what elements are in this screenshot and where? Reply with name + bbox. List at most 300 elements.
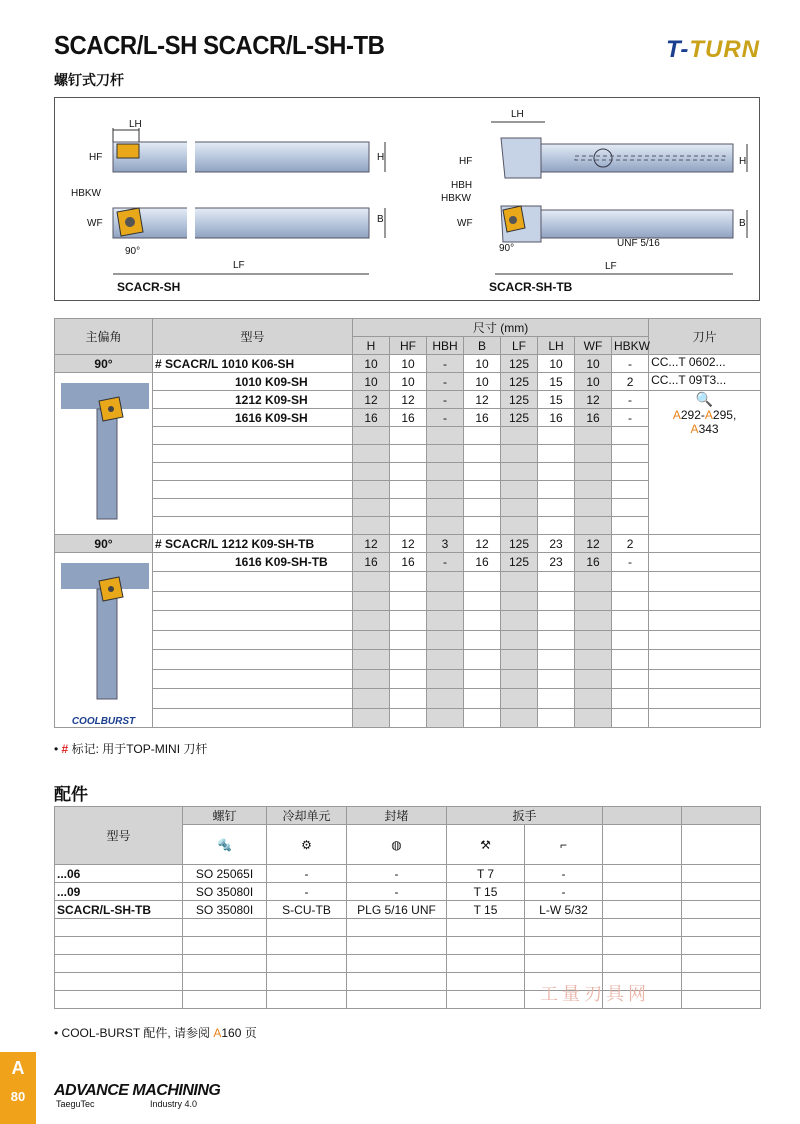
dim-cell	[575, 650, 612, 669]
acc-cell-w1	[447, 919, 525, 937]
insert-cell	[649, 611, 761, 630]
insert-cell	[649, 572, 761, 591]
dim-cell: 10	[353, 355, 390, 373]
dim-cell: 125	[501, 535, 538, 553]
dim-label-angle: 90°	[125, 246, 141, 257]
dim-cell	[575, 463, 612, 481]
dim-cell: 16	[390, 553, 427, 572]
dim-label-unf: UNF 5/16	[617, 238, 660, 249]
dim-cell	[612, 630, 649, 649]
model-cell	[153, 591, 353, 610]
acc-cell-m	[55, 991, 183, 1009]
dim-cell	[575, 669, 612, 688]
acc-cell-screw: SO 35080I	[183, 901, 267, 919]
plug-icon: ◍	[347, 825, 447, 865]
insert-cell	[649, 553, 761, 572]
dim-cell	[575, 445, 612, 463]
dim-cell	[427, 650, 464, 669]
insert-icon	[117, 144, 139, 158]
acc-cell-cool	[267, 991, 347, 1009]
dim-cell	[427, 611, 464, 630]
acc-cell-screw	[183, 973, 267, 991]
acc-cell-cool	[267, 955, 347, 973]
dim-cell	[575, 517, 612, 535]
dim-cell	[501, 650, 538, 669]
dim-cell	[464, 630, 501, 649]
dim-cell	[390, 669, 427, 688]
dim-cell	[390, 463, 427, 481]
model-cell	[153, 445, 353, 463]
acc-cell-plug: -	[347, 865, 447, 883]
dim-cell	[464, 499, 501, 517]
acc-cell-plug	[347, 937, 447, 955]
model-cell: 1010 K09-SH	[153, 373, 353, 391]
dim-cell	[575, 499, 612, 517]
dim-cell	[501, 481, 538, 499]
dim-cell	[575, 689, 612, 708]
dim-cell: 12	[390, 535, 427, 553]
insert-cell	[649, 535, 761, 553]
holder-illustration	[55, 373, 153, 535]
dim-cell	[390, 689, 427, 708]
dim-label-h: H	[377, 152, 385, 163]
dim-cell: 12	[353, 391, 390, 409]
acc-cell-w1	[447, 955, 525, 973]
dim-cell	[575, 708, 612, 728]
dim-label-hf-tb: HF	[459, 156, 473, 167]
acc-header-wrench: 扳手	[447, 807, 603, 825]
acc-cell-w2: -	[525, 865, 603, 883]
section-accessories-title: 配件	[54, 785, 88, 804]
acc-header-plug: 封堵	[347, 807, 447, 825]
dim-cell	[427, 517, 464, 535]
dim-cell	[390, 650, 427, 669]
dim-cell	[538, 650, 575, 669]
header-angle: 主偏角	[55, 319, 153, 355]
allen-key-icon: ⌐	[525, 825, 603, 865]
col-header-hbkw: HBKW	[612, 337, 649, 355]
dim-cell	[538, 630, 575, 649]
dim-cell	[575, 611, 612, 630]
insert-cell	[649, 669, 761, 688]
dim-cell	[464, 611, 501, 630]
model-cell	[153, 481, 353, 499]
dim-label-hf: HF	[89, 152, 103, 163]
dim-cell	[538, 572, 575, 591]
dim-cell	[390, 445, 427, 463]
dim-cell: 3	[427, 535, 464, 553]
model-cell: 1616 K09-SH	[153, 409, 353, 427]
dim-cell: -	[612, 391, 649, 409]
dim-cell: 12	[353, 535, 390, 553]
dim-cell	[390, 499, 427, 517]
acc-cell-plug: PLG 5/16 UNF	[347, 901, 447, 919]
model-cell	[153, 499, 353, 517]
dim-cell: 16	[390, 409, 427, 427]
table-row	[55, 591, 761, 610]
dim-cell	[464, 427, 501, 445]
acc-cell-screw: SO 35080I	[183, 883, 267, 901]
dim-cell	[501, 591, 538, 610]
dim-cell	[390, 572, 427, 591]
dim-cell: 12	[464, 391, 501, 409]
dim-cell: -	[427, 409, 464, 427]
dim-cell: 16	[538, 409, 575, 427]
model-cell	[153, 463, 353, 481]
dim-cell	[427, 445, 464, 463]
dim-cell: 125	[501, 409, 538, 427]
acc-cell-m	[55, 919, 183, 937]
col-header-hbh: HBH	[427, 337, 464, 355]
dim-cell: 23	[538, 535, 575, 553]
dim-cell: 10	[390, 373, 427, 391]
dim-cell	[353, 481, 390, 499]
dim-cell	[501, 630, 538, 649]
acc-cell-cool: S-CU-TB	[267, 901, 347, 919]
dim-cell: 16	[353, 553, 390, 572]
acc-cell-cool	[267, 973, 347, 991]
dim-cell	[353, 689, 390, 708]
table-row	[55, 991, 761, 1009]
acc-cell-plug: -	[347, 883, 447, 901]
dim-cell	[575, 630, 612, 649]
dim-cell	[390, 591, 427, 610]
screw-icon: 🔩	[183, 825, 267, 865]
diagram-caption-right: SCACR-SH-TB	[489, 280, 573, 294]
dim-cell: -	[427, 391, 464, 409]
model-cell	[153, 708, 353, 728]
dim-cell: 125	[501, 373, 538, 391]
dim-cell	[538, 669, 575, 688]
table-row	[55, 355, 761, 373]
col-header-hf: HF	[390, 337, 427, 355]
dim-cell	[501, 427, 538, 445]
dim-cell	[390, 630, 427, 649]
acc-cell-plug	[347, 955, 447, 973]
dim-cell	[464, 591, 501, 610]
dim-cell: 10	[390, 355, 427, 373]
table-row	[55, 901, 761, 919]
acc-cell-w2	[525, 919, 603, 937]
table-row	[55, 708, 761, 728]
dim-label-hbkw: HBKW	[71, 188, 101, 199]
dim-cell	[612, 427, 649, 445]
dim-cell	[390, 611, 427, 630]
acc-cell-plug	[347, 991, 447, 1009]
table-row	[55, 391, 761, 409]
model-cell	[153, 630, 353, 649]
dim-cell	[427, 499, 464, 517]
dim-label-lh: LH	[129, 119, 142, 130]
angle-cell: 90°	[55, 535, 153, 553]
dim-cell	[612, 445, 649, 463]
dim-cell	[464, 708, 501, 728]
col-header-lh: LH	[538, 337, 575, 355]
model-cell	[153, 427, 353, 445]
model-cell	[153, 669, 353, 688]
insert-cell: CC...T 09T3...	[649, 373, 761, 391]
table-row	[55, 973, 761, 991]
acc-cell-w1: T 15	[447, 883, 525, 901]
dim-cell: 125	[501, 391, 538, 409]
dim-label-wf: WF	[87, 218, 103, 229]
dim-cell: 16	[464, 409, 501, 427]
acc-cell-cool: -	[267, 883, 347, 901]
dim-cell: 15	[538, 391, 575, 409]
dim-cell: -	[427, 373, 464, 391]
insert-cell	[649, 689, 761, 708]
acc-cell-cool	[267, 937, 347, 955]
table-row	[55, 937, 761, 955]
dim-cell	[501, 572, 538, 591]
dim-label-lh-tb: LH	[511, 109, 524, 120]
dim-label-lf: LF	[233, 260, 245, 271]
dim-cell: 10	[353, 373, 390, 391]
dim-cell	[353, 517, 390, 535]
dim-cell: 12	[575, 535, 612, 553]
dim-cell	[575, 591, 612, 610]
dim-cell	[353, 650, 390, 669]
header-dims: 尺寸 (mm)	[353, 319, 649, 337]
acc-cell-screw: SO 25065I	[183, 865, 267, 883]
note-coolburst: • COOL-BURST 配件, 请参阅 A160 页	[54, 1026, 257, 1040]
footer-logo: ADVANCE MACHINING	[54, 1082, 221, 1099]
header-insert: 刀片	[649, 319, 761, 355]
model-cell: 1616 K09-SH-TB	[153, 553, 353, 572]
dim-cell: -	[427, 553, 464, 572]
acc-cell-screw	[183, 955, 267, 973]
insert-cell	[649, 650, 761, 669]
table-row	[55, 373, 761, 391]
cooling-unit-icon: ⚙	[267, 825, 347, 865]
dim-cell	[427, 463, 464, 481]
acc-cell-w1	[447, 973, 525, 991]
acc-header-cool: 冷却单元	[267, 807, 347, 825]
model-cell: # SCACR/L 1010 K06-SH	[153, 355, 353, 373]
dim-label-h-tb: H	[739, 156, 747, 167]
dim-cell	[464, 481, 501, 499]
dim-cell	[353, 611, 390, 630]
acc-cell-w2	[525, 937, 603, 955]
dim-cell	[612, 708, 649, 728]
dim-cell	[612, 517, 649, 535]
page-subtitle: 螺钉式刀杆	[54, 72, 124, 88]
dim-cell	[353, 427, 390, 445]
acc-cell-screw	[183, 991, 267, 1009]
dim-cell	[501, 517, 538, 535]
table-row	[55, 865, 761, 883]
dim-cell	[612, 650, 649, 669]
insert-cell: CC...T 0602...	[649, 355, 761, 373]
table-row	[55, 669, 761, 688]
insert-reference: 🔍 A292-A295, A343	[649, 391, 761, 535]
dim-cell	[390, 481, 427, 499]
table-row	[55, 572, 761, 591]
watermark: 工量刃具网	[540, 984, 650, 1004]
acc-cell-cool	[267, 919, 347, 937]
dim-cell	[575, 481, 612, 499]
dim-cell	[353, 445, 390, 463]
dim-cell	[427, 689, 464, 708]
dim-cell	[538, 445, 575, 463]
dim-label-b: B	[377, 214, 384, 225]
acc-header-model: 型号	[55, 807, 183, 865]
dim-cell: 16	[353, 409, 390, 427]
dim-cell: 10	[464, 355, 501, 373]
holder-spec-table	[54, 318, 761, 728]
model-cell	[153, 611, 353, 630]
dim-cell	[538, 517, 575, 535]
table-row	[55, 883, 761, 901]
dim-cell	[612, 481, 649, 499]
footer-brand: TaeguTec	[56, 1099, 95, 1109]
dim-cell	[538, 611, 575, 630]
dim-cell: 2	[612, 535, 649, 553]
dim-cell	[464, 517, 501, 535]
table-row	[55, 611, 761, 630]
col-header-wf: WF	[575, 337, 612, 355]
coolburst-logo: COOLBURST	[71, 716, 136, 727]
page-title: SCACR/L-SH SCACR/L-SH-TB	[54, 30, 385, 60]
insert-cell	[649, 630, 761, 649]
dim-label-wf-tb: WF	[457, 218, 473, 229]
dim-cell	[501, 463, 538, 481]
footer-tagline: Industry 4.0	[150, 1099, 198, 1109]
dim-cell: 10	[575, 373, 612, 391]
dim-cell	[353, 630, 390, 649]
model-cell	[153, 572, 353, 591]
acc-cell-w1	[447, 937, 525, 955]
dim-cell	[538, 689, 575, 708]
dim-cell	[538, 591, 575, 610]
dim-cell: 10	[464, 373, 501, 391]
dim-cell	[501, 708, 538, 728]
table-row	[55, 535, 761, 553]
angle-cell: 90°	[55, 355, 153, 373]
holder-side-right	[541, 144, 733, 172]
holder-side-left	[113, 142, 369, 172]
dim-cell	[464, 689, 501, 708]
dim-cell	[501, 445, 538, 463]
dim-cell	[612, 689, 649, 708]
acc-cell-m	[55, 973, 183, 991]
dim-cell	[538, 427, 575, 445]
dim-cell: 16	[464, 553, 501, 572]
dim-cell	[501, 499, 538, 517]
acc-cell-w2: L-W 5/32	[525, 901, 603, 919]
dim-cell	[390, 708, 427, 728]
dim-cell: -	[427, 355, 464, 373]
model-cell: # SCACR/L 1212 K09-SH-TB	[153, 535, 353, 553]
insert-cell	[649, 591, 761, 610]
dim-cell	[575, 427, 612, 445]
dim-cell	[390, 427, 427, 445]
dim-cell: 10	[538, 355, 575, 373]
acc-cell-w2: -	[525, 883, 603, 901]
model-cell	[153, 689, 353, 708]
dim-cell	[427, 427, 464, 445]
dim-cell	[612, 463, 649, 481]
acc-cell-w1: T 15	[447, 901, 525, 919]
dim-cell	[464, 445, 501, 463]
dim-cell	[427, 591, 464, 610]
dim-cell	[501, 669, 538, 688]
dim-cell	[538, 499, 575, 517]
dim-cell	[427, 481, 464, 499]
dim-cell: 15	[538, 373, 575, 391]
dim-cell	[612, 572, 649, 591]
model-cell	[153, 517, 353, 535]
dim-cell	[427, 630, 464, 649]
dim-cell	[538, 708, 575, 728]
dim-cell	[612, 499, 649, 517]
dim-cell	[353, 463, 390, 481]
dim-cell: -	[612, 355, 649, 373]
table-row	[55, 630, 761, 649]
dim-cell	[501, 611, 538, 630]
accessories-table	[54, 806, 761, 1009]
dim-label-angle-tb: 90°	[499, 243, 515, 254]
acc-cell-w1: T 7	[447, 865, 525, 883]
dim-cell	[501, 689, 538, 708]
acc-cell-m	[55, 937, 183, 955]
dim-cell	[353, 499, 390, 517]
acc-cell-m: SCACR/L-SH-TB	[55, 901, 183, 919]
dim-cell	[353, 572, 390, 591]
insert-cell	[649, 708, 761, 728]
table-row	[55, 689, 761, 708]
dim-cell	[464, 669, 501, 688]
acc-cell-screw	[183, 937, 267, 955]
dim-cell	[353, 669, 390, 688]
torx-wrench-icon: ⚒	[447, 825, 525, 865]
note-top-mini: • # 标记: 用于TOP-MINI 刀杆	[54, 742, 208, 756]
dim-cell	[464, 650, 501, 669]
dim-cell: 125	[501, 553, 538, 572]
tool-diagram-panel	[54, 97, 760, 301]
brand-logo: T-TURN	[666, 36, 760, 63]
dim-label-b-tb: B	[739, 218, 746, 229]
model-cell: 1212 K09-SH	[153, 391, 353, 409]
dim-label-hbh-tb: HBH	[451, 180, 473, 191]
dim-cell: 16	[575, 409, 612, 427]
dim-cell	[464, 572, 501, 591]
holder-top-left	[113, 208, 369, 238]
acc-header-screw: 螺钉	[183, 807, 267, 825]
tool-drawings	[55, 98, 759, 300]
col-header-lf: LF	[501, 337, 538, 355]
dim-cell	[390, 517, 427, 535]
model-cell	[153, 650, 353, 669]
dim-label-lf-tb: LF	[605, 261, 617, 272]
dim-cell	[464, 463, 501, 481]
col-header-b: B	[464, 337, 501, 355]
acc-cell-m: ...06	[55, 865, 183, 883]
dim-cell: 2	[612, 373, 649, 391]
table-row	[55, 919, 761, 937]
table-row	[55, 955, 761, 973]
acc-cell-screw	[183, 919, 267, 937]
dim-cell	[538, 463, 575, 481]
dim-cell	[538, 481, 575, 499]
diagram-caption-left: SCACR-SH	[117, 280, 181, 294]
dim-cell	[353, 591, 390, 610]
dim-cell	[612, 591, 649, 610]
acc-cell-plug	[347, 973, 447, 991]
acc-cell-plug	[347, 919, 447, 937]
dim-cell: 12	[390, 391, 427, 409]
dim-cell: 12	[575, 391, 612, 409]
